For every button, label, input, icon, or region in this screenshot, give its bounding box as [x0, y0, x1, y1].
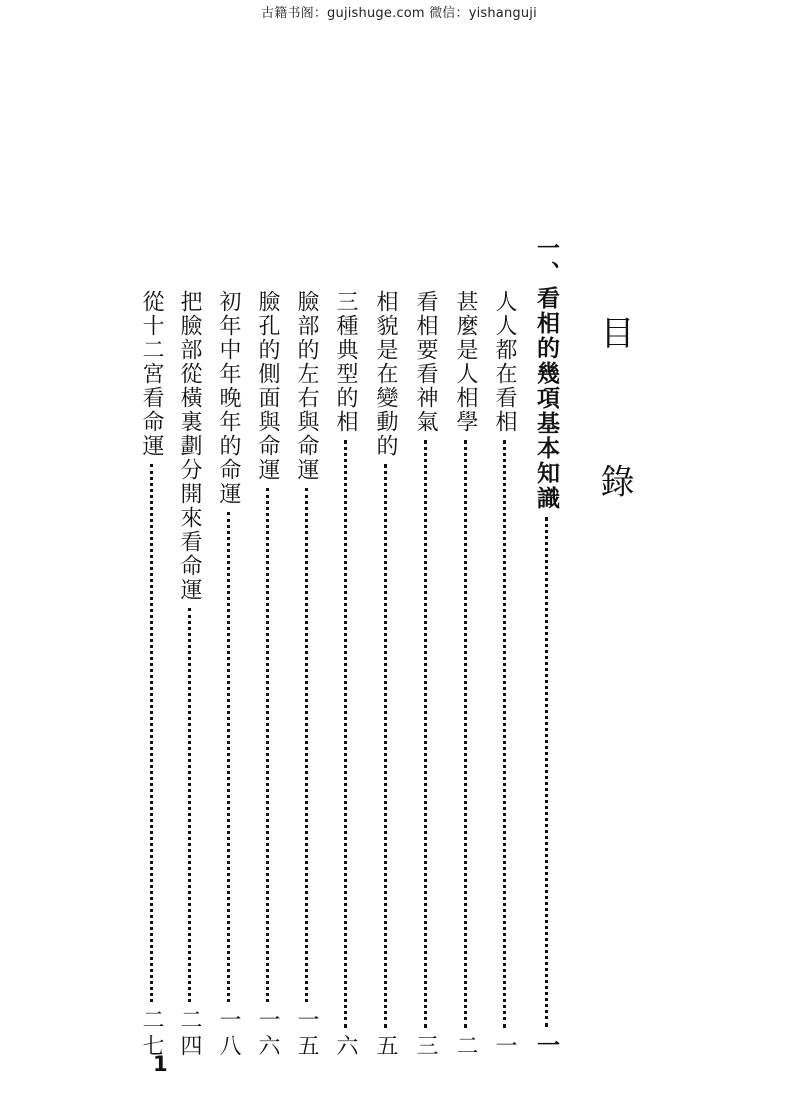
toc-page-number: 一六	[255, 1008, 280, 1060]
dot-leader	[343, 440, 347, 1028]
dot-leader	[187, 608, 191, 1002]
toc-entry-label: 臉部的左右與命運	[294, 290, 319, 482]
toc-page-number: 一	[533, 1033, 560, 1060]
toc-page-number: 一五	[294, 1008, 319, 1060]
dot-leader	[383, 464, 387, 1028]
toc-entry[interactable]	[367, 236, 403, 1060]
toc-entry[interactable]	[486, 236, 522, 1060]
toc-entry-label: 人人都在看相	[492, 290, 517, 434]
toc-page-number: 三	[413, 1034, 438, 1060]
dot-leader	[502, 440, 506, 1028]
toc-page-number: 一八	[216, 1008, 241, 1060]
toc-entry[interactable]	[407, 236, 443, 1060]
toc-entry[interactable]	[327, 236, 363, 1060]
toc-section-label: 一、看相的幾項基本知識	[533, 236, 560, 511]
toc-entry[interactable]	[133, 236, 169, 1060]
toc-entry-label: 臉孔的側面與命運	[255, 290, 280, 482]
watermark-text: 古籍书阁：gujishuge.com 微信：yishanguji	[261, 6, 537, 21]
toc-entry[interactable]	[210, 236, 246, 1060]
dot-leader	[304, 488, 308, 1002]
toc-page-number: 二四	[177, 1008, 202, 1060]
toc-entry-label: 甚麼是人相學	[453, 290, 478, 434]
toc-page-number: 五	[373, 1034, 398, 1060]
dot-leader	[226, 512, 230, 1002]
toc-section[interactable]	[528, 236, 564, 1060]
dot-leader	[423, 440, 427, 1028]
toc-entry-label: 把臉部從橫裏劃分開來看命運	[177, 290, 202, 602]
toc-page-number: 一	[492, 1034, 517, 1060]
toc-entry[interactable]	[171, 236, 207, 1060]
dot-leader	[463, 440, 467, 1028]
toc-entry-label: 初年中年晚年的命運	[216, 290, 241, 506]
toc-entry-label: 相貌是在變動的	[373, 290, 398, 458]
toc-entry-label: 看相要看神氣	[413, 290, 438, 434]
toc-entry[interactable]	[447, 236, 483, 1060]
toc-page-number: 二七	[139, 1008, 164, 1060]
page-title: 目 錄	[594, 315, 634, 550]
dot-leader	[544, 517, 548, 1027]
toc-entry[interactable]	[249, 236, 285, 1060]
dot-leader	[265, 488, 269, 1002]
toc-page-number: 二	[453, 1034, 478, 1060]
toc-entry[interactable]	[288, 236, 324, 1060]
toc-entry-label: 從十二宮看命運	[139, 290, 164, 458]
toc-entry-label: 三種典型的相	[333, 290, 358, 434]
page-number: 1	[153, 1052, 168, 1076]
dot-leader	[149, 464, 153, 1002]
toc-page-number: 六	[333, 1034, 358, 1060]
